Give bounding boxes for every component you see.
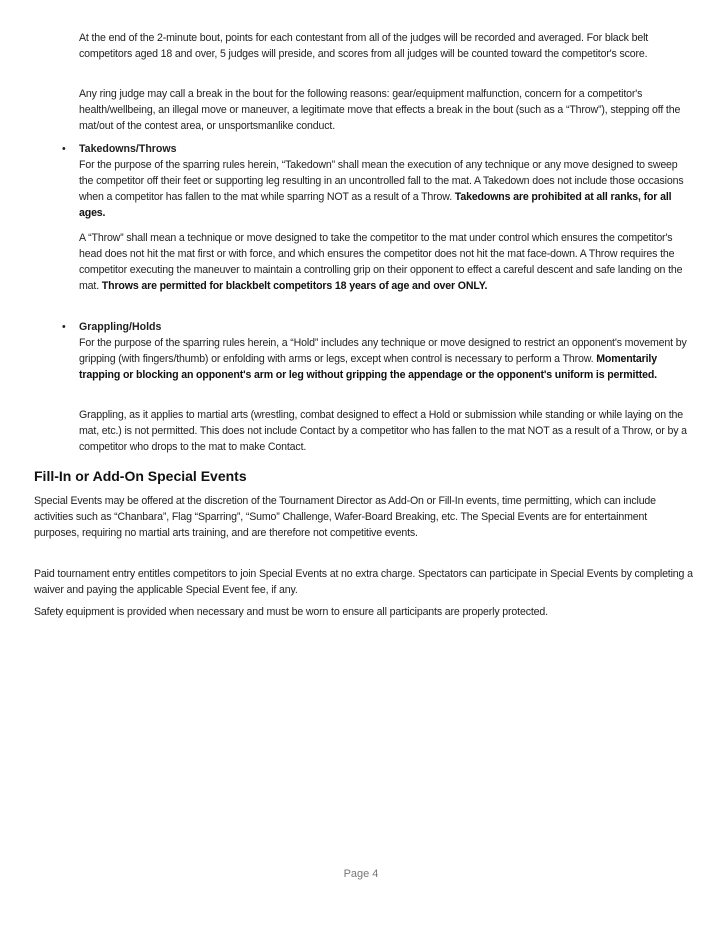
grappling-heading-text: Grappling/Holds: [79, 321, 162, 333]
special-events-paragraph-offering: Special Events may be offered at the discretion of the Tournament Director as Add-On or Fill-In events, time permitting, which can include activities such as “Chanbara”, Flag “Sparring”, “Sumo” Challenge, Wafer-Board Breaking, etc. The Special Events are for entertainment purposes, requiring no martial arts training, and are therefore not competitive events.: [34, 495, 656, 539]
special-events-heading: Fill-In or Add-On Special Events: [34, 468, 247, 484]
hold-definition-paragraph: [79, 335, 693, 383]
intro-paragraph-breaks: Any ring judge may call a break in the bout for the following reasons: gear/equipment malfunction, concern for a competitor's health/wellbeing, an illegal move or maneuver, a legitimate move that effects a break in the bout (such as a “Throw”), stepping off the mat/out of the contest area, or unsportsmanlike conduct.: [79, 88, 681, 132]
special-events-paragraph-entry: Paid tournament entry entitles competitors to join Special Events at no extra charge. Spectators can participate in Special Events by completing a waiver and paying the applicable Special Event fee, if any.: [34, 568, 693, 596]
throw-definition-text: A “Throw” shall mean a technique or move designed to take the competitor to the mat under control which ensures the competitor's head does not hit the mat first or with force, and which ensures the competitor does not hit the mat face-down. A Throw requires the competitor executing the maneuver to maintain a controlling grip on their opponent to effect a careful descent and safe landing on the mat.: [79, 232, 683, 292]
bullet-icon: •: [62, 321, 66, 333]
takedown-rule-bold: Takedowns are prohibited at all ranks, for all ages.: [79, 191, 672, 219]
takedowns-heading: [62, 141, 177, 157]
page-number: Page 4: [343, 868, 379, 880]
grappling-rule-paragraph: Grappling, as it applies to martial arts (wrestling, combat designed to effect a Hold or submission while standing or while laying on the mat, etc.) is not permitted. This does not include Contact by a competitor who has fallen to the mat NOT as a result of a Throw, or by a competitor who drops to the mat to make Contact.: [79, 409, 687, 453]
special-events-paragraph-safety: Safety equipment is provided when necessary and must be worn to ensure all participants are properly protected.: [34, 606, 548, 618]
bullet-icon: •: [62, 143, 66, 155]
throw-rule-bold: Throws are permitted for blackbelt competitors 18 years of age and over ONLY.: [101, 280, 488, 292]
throw-definition-paragraph: [79, 230, 693, 294]
grappling-heading: [62, 319, 161, 335]
hold-definition-text: For the purpose of the sparring rules herein, a “Hold” includes any technique or move designed to restrict an opponent's movement by gripping (with fingers/thumb) or enfolding with arms or legs, except when control is necessary to perform a Throw.: [79, 337, 687, 365]
takedowns-heading-text: Takedowns/Throws: [79, 143, 177, 155]
takedown-definition-text: For the purpose of the sparring rules herein, “Takedown” shall mean the execution of any technique or any move designed to sweep the competitor off their feet or supporting leg resulting in an uncontrolled fall to the mat. A Takedown does not include those occasions when a competitor has fallen to the mat while sparring NOT as a result of a Throw.: [79, 159, 684, 203]
intro-paragraph-scoring: At the end of the 2-minute bout, points for each contestant from all of the judges will be recorded and averaged. For black belt competitors aged 18 and over, 5 judges will preside, and scores from all judges will be counted toward the competitor's score.: [79, 32, 649, 60]
hold-rule-bold: Momentarily trapping or blocking an opponent's arm or leg without gripping the appendage or the opponent's uniform is permitted.: [79, 353, 657, 381]
takedown-definition-paragraph: [79, 157, 693, 221]
